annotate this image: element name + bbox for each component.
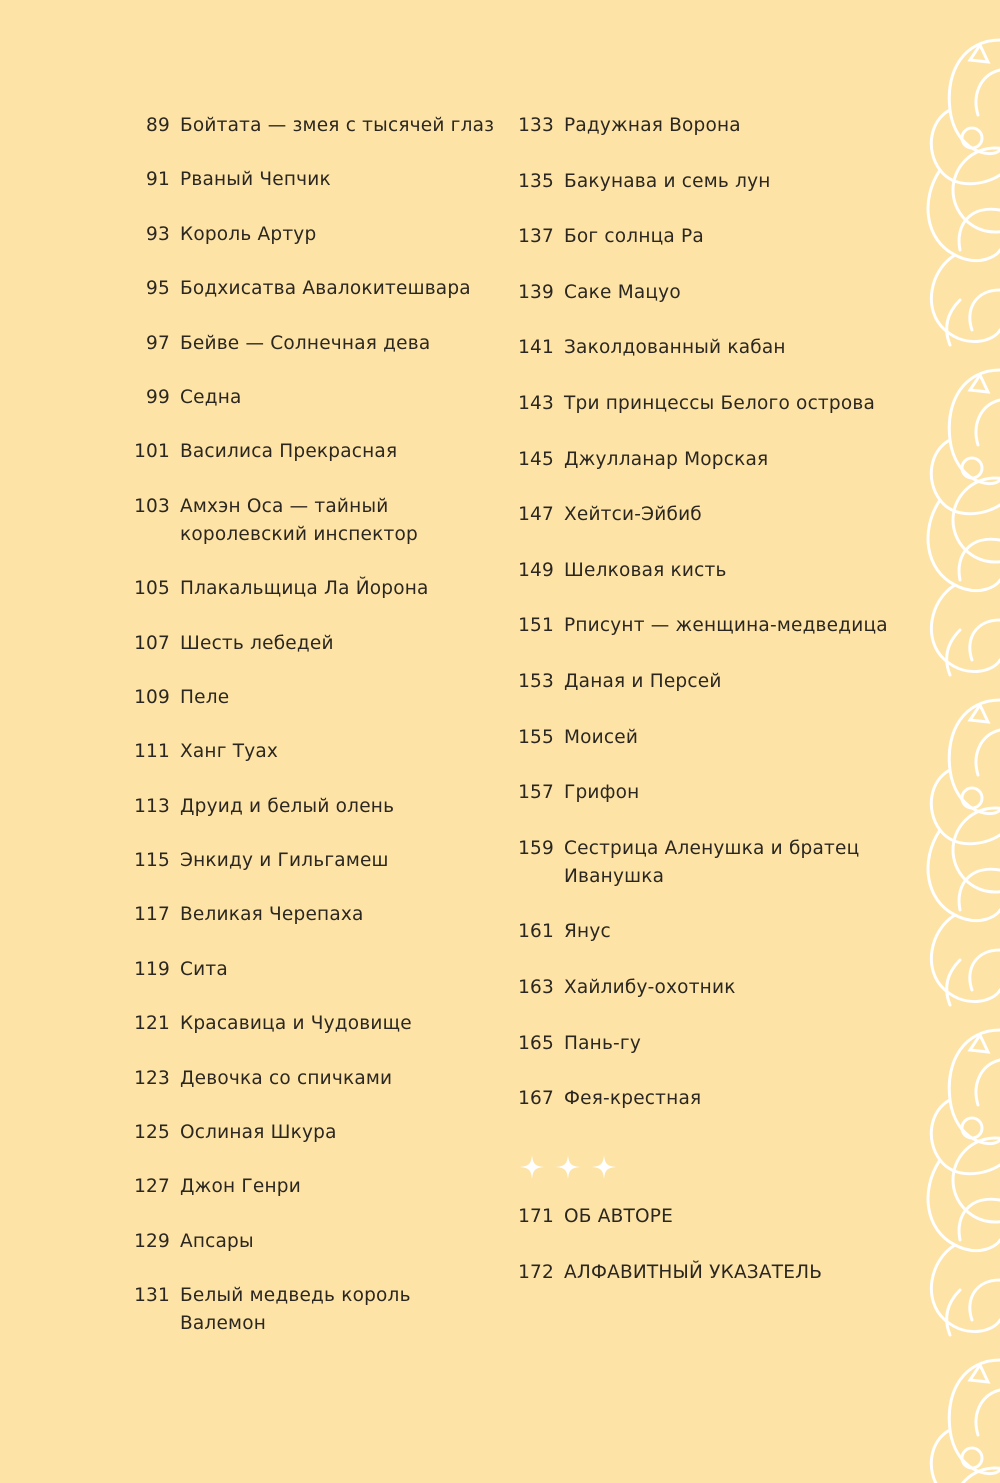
page-number: 147 [518, 504, 554, 526]
entry-title: Белый медведь король Валемон [180, 1285, 411, 1335]
page-number: 163 [518, 976, 554, 998]
entry-title: Друид и белый олень [180, 795, 395, 817]
toc-entry [118, 684, 498, 712]
toc-entry [118, 275, 498, 303]
entry-title: АЛФАВИТНЫЙ УКАЗАТЕЛЬ [564, 1261, 823, 1283]
toc-entry [502, 446, 902, 474]
entry-title: Даная и Персей [564, 670, 722, 692]
toc-entry [502, 612, 902, 640]
toc-entry [118, 630, 498, 658]
entry-title: Апсары [180, 1230, 254, 1252]
entry-title: Хейтси-Эйбиб [564, 504, 702, 526]
toc-right-column [502, 112, 902, 1314]
entry-title: Моисей [564, 726, 639, 748]
toc-entry [502, 168, 902, 196]
page-number: 145 [518, 448, 554, 470]
toc-entry [502, 1203, 902, 1231]
page-number: 133 [518, 115, 554, 136]
toc-entry [118, 1010, 498, 1038]
entry-title: Рваный Чепчик [180, 169, 331, 191]
entry-title: Заколдованный кабан [564, 337, 786, 359]
toc-left-column [118, 112, 498, 1365]
toc-back-matter [502, 1203, 902, 1287]
toc-entry [502, 334, 902, 362]
page-number: 107 [134, 632, 170, 654]
page-number: 119 [134, 958, 170, 980]
toc-entry [502, 724, 902, 752]
entry-title: Рписунт — женщина-медведица [564, 615, 888, 637]
page-number: 151 [518, 615, 554, 637]
page-number: 109 [134, 686, 170, 708]
sparkle-star-icon [520, 1155, 544, 1179]
sparkle-star-icon [592, 1155, 616, 1179]
page-number: 143 [518, 392, 554, 414]
page-number: 137 [518, 226, 554, 248]
toc-entry [118, 901, 498, 929]
toc-entry [118, 1065, 498, 1093]
toc-entry [502, 918, 902, 946]
page-number: 157 [518, 782, 554, 804]
entry-title: Король Артур [180, 223, 317, 245]
toc-entry [118, 738, 498, 766]
toc-entry [118, 330, 498, 358]
entry-title: Красавица и Чудовище [180, 1013, 412, 1035]
page-number: 171 [518, 1206, 554, 1228]
toc-entry [502, 1085, 902, 1113]
entry-title: Ослиная Шкура [180, 1122, 337, 1144]
sparkle-star-icon [556, 1155, 580, 1179]
toc-entry [118, 493, 498, 549]
entry-title: Янус [564, 921, 611, 943]
page-number: 139 [518, 281, 554, 303]
page-number: 113 [134, 795, 170, 817]
page-number: 89 [146, 115, 170, 136]
entry-title: Бакунава и семь лун [564, 170, 771, 192]
entry-title: Хайлибу-охотник [564, 976, 736, 998]
entry-title: Энкиду и Гильгамеш [180, 850, 389, 872]
entry-title: Амхэн Оса — тайный королевский инспектор [180, 495, 418, 545]
page-number: 123 [134, 1067, 170, 1089]
toc-entry [118, 1228, 498, 1256]
entry-title: Пеле [180, 686, 230, 708]
entry-title: Шелковая кисть [564, 559, 727, 581]
page-number: 105 [134, 578, 170, 600]
toc-entry [118, 956, 498, 984]
page-number: 149 [518, 559, 554, 581]
divider-stars [520, 1151, 902, 1183]
entry-title: Девочка со спичками [180, 1067, 393, 1089]
page-number: 159 [518, 837, 554, 859]
entry-title: Плакальщица Ла Йорона [180, 578, 429, 600]
entry-title: Сита [180, 958, 228, 980]
celtic-knot-border-icon [910, 0, 1000, 1483]
toc-entry [118, 1119, 498, 1147]
page-number: 155 [518, 726, 554, 748]
entry-title: Бейве — Солнечная дева [180, 332, 431, 354]
page-number: 103 [134, 495, 170, 517]
page-number: 135 [518, 170, 554, 192]
toc-entry [118, 221, 498, 249]
page-number: 121 [134, 1013, 170, 1035]
page-number: 125 [134, 1122, 170, 1144]
entry-title: Василиса Прекрасная [180, 441, 398, 463]
page-number: 91 [146, 169, 170, 191]
toc-right-entries [502, 112, 902, 1113]
page-number: 111 [134, 741, 170, 763]
toc-entry [502, 279, 902, 307]
page-number: 131 [134, 1285, 170, 1307]
toc-entry [502, 1259, 902, 1287]
toc-entry [502, 557, 902, 585]
toc-entry [502, 974, 902, 1002]
page-number: 115 [134, 850, 170, 872]
entry-title: Пань-гу [564, 1032, 641, 1054]
page-number: 127 [134, 1176, 170, 1198]
page-number: 165 [518, 1032, 554, 1054]
entry-title: ОБ АВТОРЕ [564, 1206, 673, 1228]
entry-title: Бог солнца Ра [564, 226, 704, 248]
entry-title: Грифон [564, 782, 640, 804]
toc-entry [118, 793, 498, 821]
page-number: 93 [146, 223, 170, 245]
entry-title: Джон Генри [180, 1176, 301, 1198]
page-number: 99 [146, 386, 170, 408]
entry-title: Три принцессы Белого острова [564, 392, 876, 414]
toc-entry [502, 1030, 902, 1058]
entry-title: Радужная Ворона [564, 115, 741, 136]
entry-title: Джулланар Морская [564, 448, 769, 470]
page-number: 129 [134, 1230, 170, 1252]
toc-entry [502, 223, 902, 251]
toc-entry [118, 166, 498, 194]
entry-title: Великая Черепаха [180, 904, 364, 926]
page-number: 153 [518, 670, 554, 692]
page-number: 101 [134, 441, 170, 463]
entry-title: Сестрица Аленушка и братец Иванушка [564, 837, 860, 887]
toc-entry [502, 390, 902, 418]
entry-title: Саке Мацуо [564, 281, 681, 303]
entry-title: Ханг Туах [180, 741, 279, 763]
page-number: 167 [518, 1088, 554, 1110]
entry-title: Шесть лебедей [180, 632, 334, 654]
page-number: 97 [146, 332, 170, 354]
toc-entry [502, 779, 902, 807]
page-number: 141 [518, 337, 554, 359]
toc-entry [118, 384, 498, 412]
toc-entry [118, 847, 498, 875]
entry-title: Фея-крестная [564, 1088, 702, 1110]
page-number: 172 [518, 1261, 554, 1283]
page-number: 161 [518, 921, 554, 943]
toc-entry [118, 1173, 498, 1201]
entry-title: Бодхисатва Авалокитешвара [180, 278, 471, 300]
entry-title: Бойтата — змея с тысячей глаз [180, 115, 495, 136]
toc-entry [118, 438, 498, 466]
toc-entry [118, 1282, 498, 1338]
toc-entry [502, 501, 902, 529]
toc-entry [118, 112, 498, 140]
toc-entry [502, 835, 902, 891]
page-number: 117 [134, 904, 170, 926]
toc-entry [502, 112, 902, 140]
toc-entry [502, 668, 902, 696]
toc-entry [118, 575, 498, 603]
page-number: 95 [146, 278, 170, 300]
entry-title: Седна [180, 386, 242, 408]
